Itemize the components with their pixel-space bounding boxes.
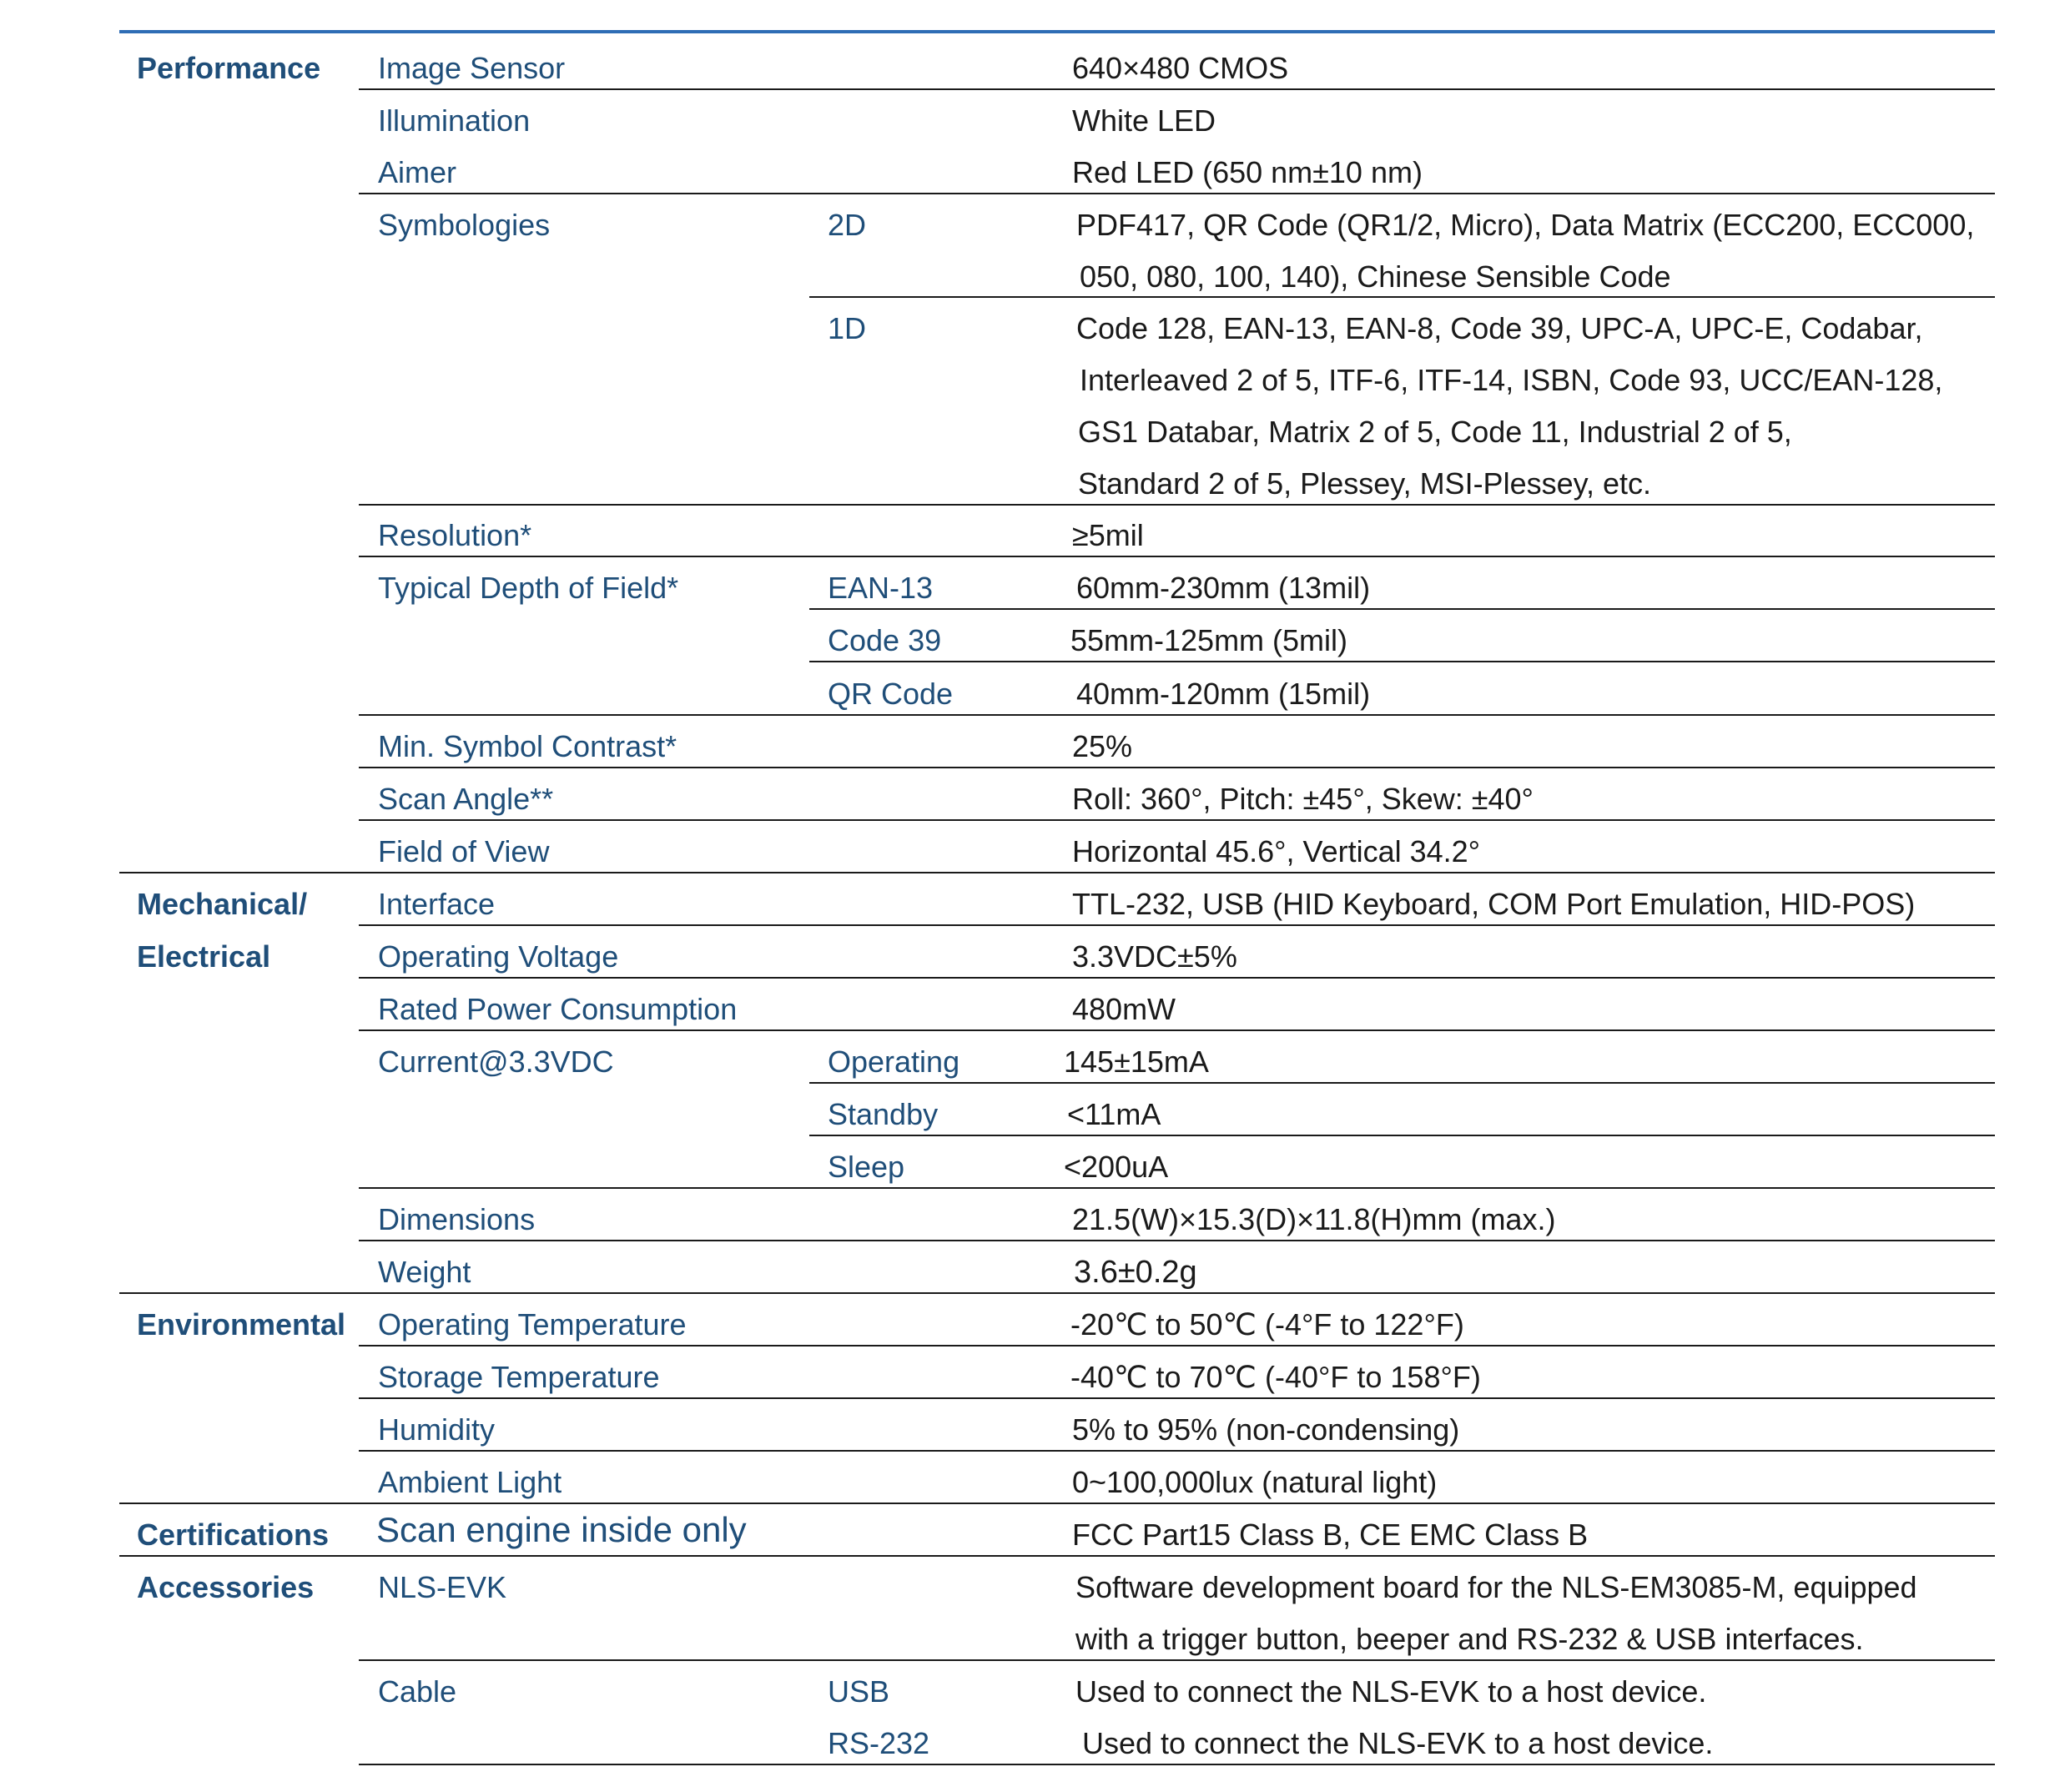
row-divider — [359, 1029, 1995, 1031]
row-divider — [359, 924, 1995, 926]
label-aimer: Aimer — [378, 155, 457, 189]
section-certifications: Certifications — [137, 1518, 330, 1552]
section-divider — [119, 872, 1995, 873]
row-divider — [809, 296, 1995, 298]
label-current: Current@3.3VDC — [378, 1044, 614, 1079]
top-rule — [119, 30, 1995, 33]
label-scan-angle: Scan Angle** — [378, 782, 554, 816]
label-resolution: Resolution* — [378, 518, 532, 552]
value-qrcode: 40mm-120mm (15mil) — [1076, 677, 1371, 711]
value-code39: 55mm-125mm (5mil) — [1070, 623, 1348, 657]
row-divider — [359, 193, 1995, 194]
label-dimensions: Dimensions — [378, 1202, 536, 1236]
row-divider — [359, 88, 1995, 90]
row-divider — [809, 661, 1995, 662]
row-divider — [359, 1397, 1995, 1399]
value-storage-temperature: -40℃ to 70℃ (-40°F to 158°F) — [1070, 1360, 1481, 1394]
sub-standby: Standby — [828, 1097, 939, 1131]
value-1d-line1: Code 128, EAN-13, EAN-8, Code 39, UPC-A, UPC-E, Codabar, — [1076, 311, 1923, 345]
row-divider — [359, 504, 1995, 506]
section-mechanical-line2: Electrical — [137, 939, 271, 974]
value-nls-evk-line2: with a trigger button, beeper and RS-232 & USB interfaces. — [1075, 1622, 1864, 1656]
row-divider — [359, 819, 1995, 821]
value-ambient-light: 0~100,000lux (natural light) — [1072, 1465, 1438, 1499]
value-field-of-view: Horizontal 45.6°, Vertical 34.2° — [1072, 834, 1481, 868]
label-symbologies: Symbologies — [378, 208, 551, 242]
label-weight: Weight — [378, 1255, 471, 1289]
label-scan-engine-inside-only: Scan engine inside only — [376, 1510, 747, 1549]
label-ambient-light: Ambient Light — [378, 1465, 562, 1499]
row-divider — [359, 977, 1995, 979]
label-illumination: Illumination — [378, 103, 531, 138]
value-cable-usb: Used to connect the NLS-EVK to a host device. — [1075, 1674, 1707, 1709]
label-humidity: Humidity — [378, 1412, 496, 1447]
label-storage-temperature: Storage Temperature — [378, 1360, 660, 1394]
label-cable: Cable — [378, 1674, 457, 1709]
label-operating-temperature: Operating Temperature — [378, 1307, 687, 1341]
sub-2d: 2D — [828, 208, 867, 242]
section-accessories: Accessories — [137, 1570, 315, 1604]
sub-ean13: EAN-13 — [828, 571, 934, 605]
label-power: Rated Power Consumption — [378, 992, 738, 1026]
value-sleep: <200uA — [1064, 1150, 1169, 1184]
section-mechanical-line1: Mechanical/ — [137, 887, 308, 921]
value-dimensions: 21.5(W)×15.3(D)×11.8(H)mm (max.) — [1072, 1202, 1556, 1236]
label-voltage: Operating Voltage — [378, 939, 619, 974]
sub-usb: USB — [828, 1674, 890, 1709]
section-performance: Performance — [137, 51, 321, 85]
value-min-contrast: 25% — [1072, 729, 1133, 763]
value-1d-line3: GS1 Databar, Matrix 2 of 5, Code 11, Industrial 2 of 5, — [1078, 415, 1792, 449]
value-2d-line2: 050, 080, 100, 140), Chinese Sensible Code — [1080, 259, 1671, 294]
label-nls-evk: NLS-EVK — [378, 1570, 507, 1604]
value-certifications: FCC Part15 Class B, CE EMC Class B — [1072, 1518, 1589, 1552]
label-depth-of-field: Typical Depth of Field* — [378, 571, 679, 605]
value-image-sensor: 640×480 CMOS — [1072, 51, 1289, 85]
value-humidity: 5% to 95% (non-condensing) — [1072, 1412, 1460, 1447]
value-ean13: 60mm-230mm (13mil) — [1076, 571, 1371, 605]
value-1d-line4: Standard 2 of 5, Plessey, MSI-Plessey, etc. — [1078, 466, 1651, 501]
row-divider — [809, 608, 1995, 610]
row-divider — [359, 1764, 1995, 1765]
label-image-sensor: Image Sensor — [378, 51, 566, 85]
value-aimer: Red LED (650 nm±10 nm) — [1072, 155, 1423, 189]
row-divider — [809, 1082, 1995, 1084]
value-scan-angle: Roll: 360°, Pitch: ±45°, Skew: ±40° — [1072, 782, 1534, 816]
value-1d-line2: Interleaved 2 of 5, ITF-6, ITF-14, ISBN, Code 93, UCC/EAN-128, — [1080, 363, 1943, 397]
value-weight: 3.6±0.2g — [1074, 1255, 1197, 1290]
sub-code39: Code 39 — [828, 623, 942, 657]
row-divider — [359, 767, 1995, 768]
value-cable-rs232: Used to connect the NLS-EVK to a host device. — [1082, 1726, 1714, 1760]
row-divider — [359, 714, 1995, 716]
value-illumination: White LED — [1072, 103, 1216, 138]
row-divider — [359, 1659, 1995, 1661]
value-operating: 145±15mA — [1064, 1044, 1209, 1079]
value-interface: TTL-232, USB (HID Keyboard, COM Port Emulation, HID-POS) — [1072, 887, 1916, 921]
sub-1d: 1D — [828, 311, 867, 345]
value-power: 480mW — [1072, 992, 1176, 1026]
section-divider — [119, 1555, 1995, 1557]
section-divider — [119, 1503, 1995, 1504]
value-2d-line1: PDF417, QR Code (QR1/2, Micro), Data Matrix (ECC200, ECC000, — [1076, 208, 1975, 242]
row-divider — [809, 1135, 1995, 1136]
row-divider — [359, 1345, 1995, 1347]
label-min-contrast: Min. Symbol Contrast* — [378, 729, 677, 763]
row-divider — [359, 556, 1995, 557]
label-field-of-view: Field of View — [378, 834, 550, 868]
section-environmental: Environmental — [137, 1307, 346, 1341]
sub-qrcode: QR Code — [828, 677, 954, 711]
value-nls-evk-line1: Software development board for the NLS-EM3085-M, equipped — [1075, 1570, 1917, 1604]
sub-sleep: Sleep — [828, 1150, 905, 1184]
value-resolution: ≥5mil — [1072, 518, 1144, 552]
value-operating-temperature: -20℃ to 50℃ (-4°F to 122°F) — [1070, 1307, 1464, 1341]
row-divider — [359, 1240, 1995, 1241]
label-interface: Interface — [378, 887, 496, 921]
sub-rs232: RS-232 — [828, 1726, 930, 1760]
section-divider — [119, 1292, 1995, 1294]
value-standby: <11mA — [1067, 1097, 1161, 1131]
row-divider — [359, 1450, 1995, 1452]
sub-operating: Operating — [828, 1044, 960, 1079]
value-voltage: 3.3VDC±5% — [1072, 939, 1237, 974]
row-divider — [359, 1187, 1995, 1189]
